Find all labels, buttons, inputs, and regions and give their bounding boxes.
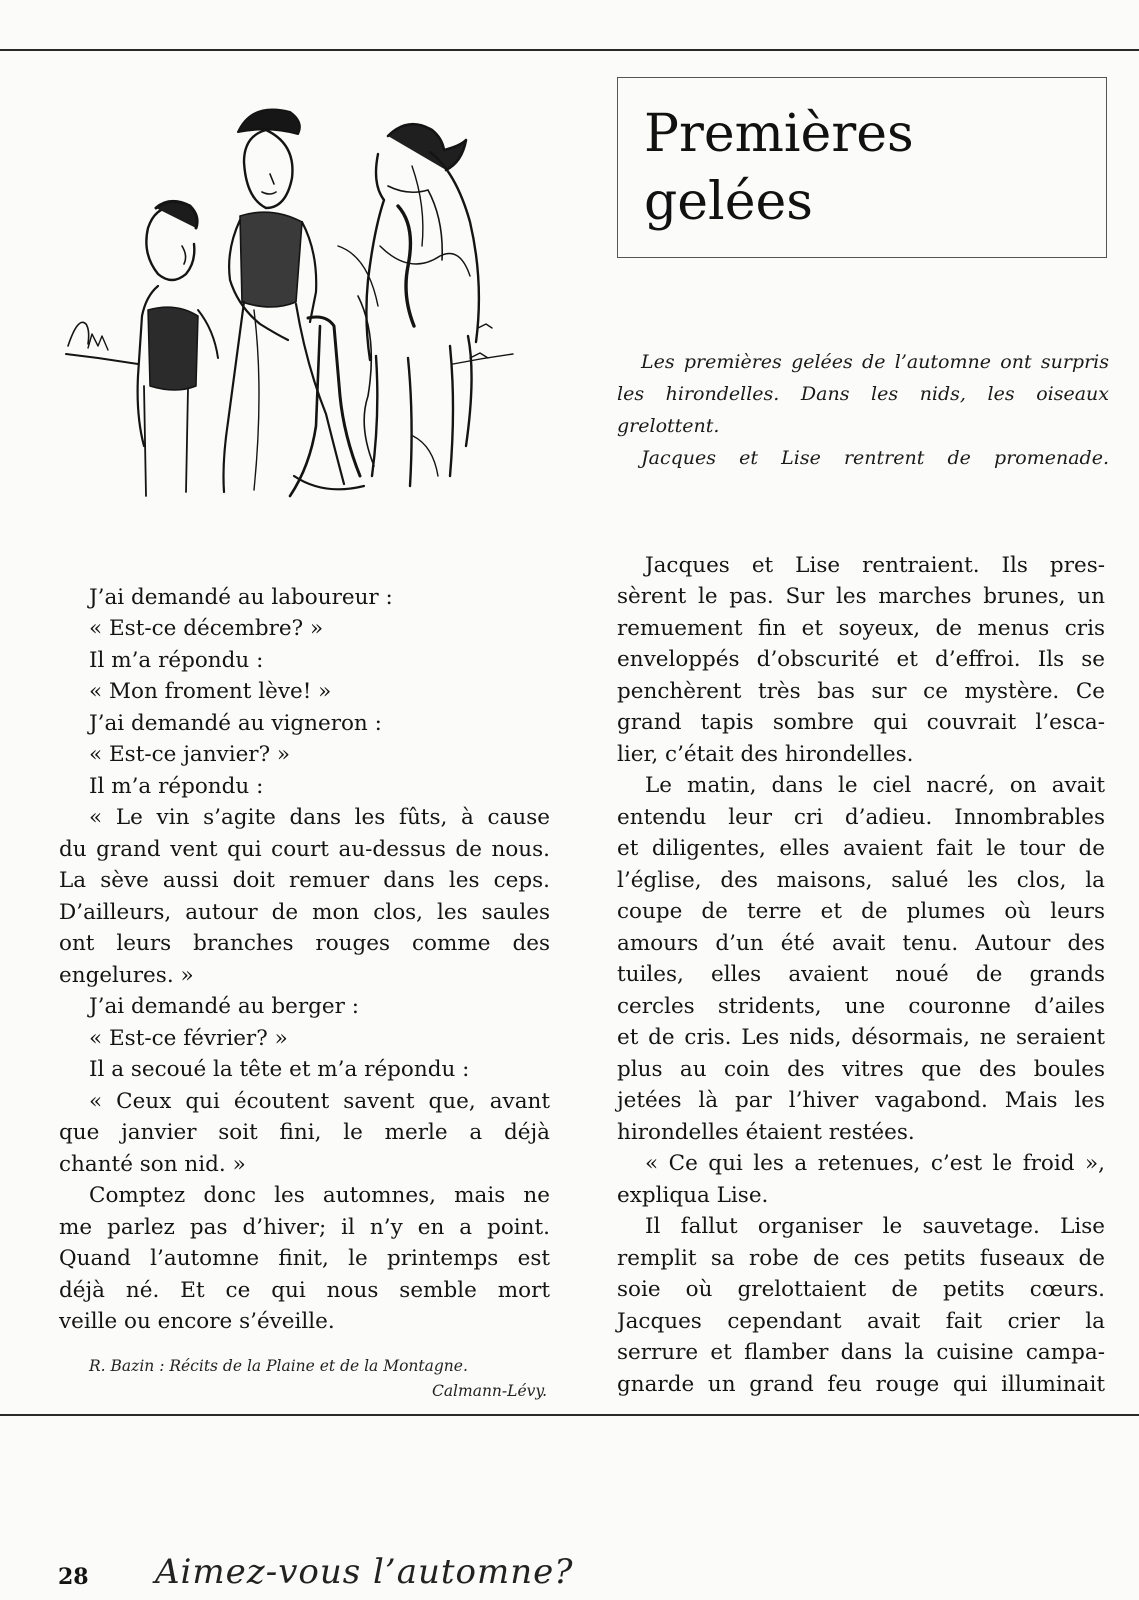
bottom-rule — [0, 1414, 1139, 1416]
prose-line: gnarde un grand feu rouge qui illuminait — [617, 1372, 1105, 1397]
prose-line: coupe de terre et de plumes où leurs — [617, 899, 1105, 924]
page-number: 28 — [58, 1564, 89, 1590]
prose-line: remplit sa robe de ces petits fuseaux de — [617, 1246, 1105, 1271]
prose-line: et diligentes, elles avaient fait le tour de — [617, 836, 1105, 861]
prose-line: entendu leur cri d’adieu. Innombrables — [617, 805, 1105, 830]
prose-line: sèrent le pas. Sur les marches brunes, un — [617, 584, 1105, 609]
prose-line: et de cris. Les nids, désormais, ne seraient — [617, 1025, 1105, 1050]
poem-line: « Le vin s’agite dans les fûts, à cause — [89, 805, 550, 830]
poem-line: du grand vent qui court au-dessus de nous. — [59, 837, 550, 862]
poem-line: « Est-ce décembre? » — [89, 616, 324, 641]
poem-line: J’ai demandé au berger : — [89, 994, 359, 1019]
prose-line: remuement fin et soyeux, de menus cris — [617, 616, 1105, 641]
prose-line: « Ce qui les a retenues, c’est le froid », — [645, 1151, 1105, 1176]
citation — [89, 1354, 547, 1404]
prose-line: l’église, des maisons, salué les clos, la — [617, 868, 1105, 893]
page-title — [644, 100, 914, 236]
poem-line: que janvier soit fini, le merle a déjà — [59, 1120, 550, 1145]
citation-publisher: Calmann-Lévy. — [431, 1382, 547, 1400]
intro-paragraph: Jacques et Lise rentrent de promenade. — [641, 447, 1109, 469]
poem-line: Il m’a répondu : — [89, 774, 264, 799]
poem-line: me parlez pas d’hiver; il n’y en a point. — [59, 1215, 550, 1240]
title-line: gelées — [644, 172, 813, 232]
poem-line: J’ai demandé au laboureur : — [89, 585, 393, 610]
poem-line: « Est-ce janvier? » — [89, 742, 291, 767]
poem-line: Il m’a répondu : — [89, 648, 264, 673]
ploughman-horse-illustration — [58, 96, 558, 524]
title-line: Premières — [644, 104, 914, 164]
poem-line: Il a secoué la tête et m’a répondu : — [89, 1057, 470, 1082]
prose-line: hirondelles étaient restées. — [617, 1120, 915, 1145]
poem-line: chanté son nid. » — [59, 1152, 246, 1177]
poem-line: D’ailleurs, autour de mon clos, les saules — [59, 900, 550, 925]
prose-line: Jacques cependant avait fait crier la — [617, 1309, 1105, 1334]
poem-line: La sève aussi doit remuer dans les ceps. — [59, 868, 550, 893]
poem-line: engelures. » — [59, 963, 194, 988]
running-title: Aimez-vous l’automne? — [155, 1552, 574, 1592]
poem-line: « Est-ce février? » — [89, 1026, 288, 1051]
prose-line: amours d’un été avait tenu. Autour des — [617, 931, 1105, 956]
prose-line: penchèrent très bas sur ce mystère. Ce — [617, 679, 1105, 704]
prose-line: grand tapis sombre qui couvrait l’esca- — [617, 710, 1105, 735]
prose-line: plus au coin des vitres que des boules — [617, 1057, 1105, 1082]
prose-line: jetées là par l’hiver vagabond. Mais les — [617, 1088, 1105, 1113]
prose-line: Le matin, dans le ciel nacré, on avait — [645, 773, 1105, 798]
prose-line: soie où grelottaient de petits cœurs. — [617, 1277, 1105, 1302]
poem-line: Quand l’automne finit, le printemps est — [59, 1246, 550, 1271]
poem-line: Comptez donc les automnes, mais ne — [89, 1183, 550, 1208]
prose-line: tuiles, elles avaient noué de grands — [617, 962, 1105, 987]
poem-line: déjà né. Et ce qui nous semble mort — [59, 1278, 550, 1303]
prose-line: lier, c’était des hirondelles. — [617, 742, 914, 767]
prose-line: cercles stridents, une couronne d’ailes — [617, 994, 1105, 1019]
top-rule — [0, 49, 1139, 51]
prose-line: expliqua Lise. — [617, 1183, 769, 1208]
prose-line: serrure et flamber dans la cuisine campa- — [617, 1340, 1105, 1365]
poem-line: « Ceux qui écoutent savent que, avant — [89, 1089, 550, 1114]
intro-text — [617, 346, 1109, 474]
poem-line: veille ou encore s’éveille. — [59, 1309, 335, 1334]
prose-line: Jacques et Lise rentraient. Ils pres- — [645, 553, 1105, 578]
poem-line: J’ai demandé au vigneron : — [89, 711, 382, 736]
prose-line: Il fallut organiser le sauvetage. Lise — [645, 1214, 1105, 1239]
citation-source: R. Bazin : Récits de la Plaine et de la Montagne. — [89, 1357, 468, 1375]
poem-line: ont leurs branches rouges comme des — [59, 931, 550, 956]
title-box — [617, 77, 1107, 258]
intro-paragraph: Les premières gelées de l’automne ont surpris les hirondelles. Dans les nids, les oiseaux grelottent. — [617, 351, 1109, 437]
prose-line: enveloppés d’obscurité et d’effroi. Ils se — [617, 647, 1105, 672]
poem-line: « Mon froment lève! » — [89, 679, 332, 704]
